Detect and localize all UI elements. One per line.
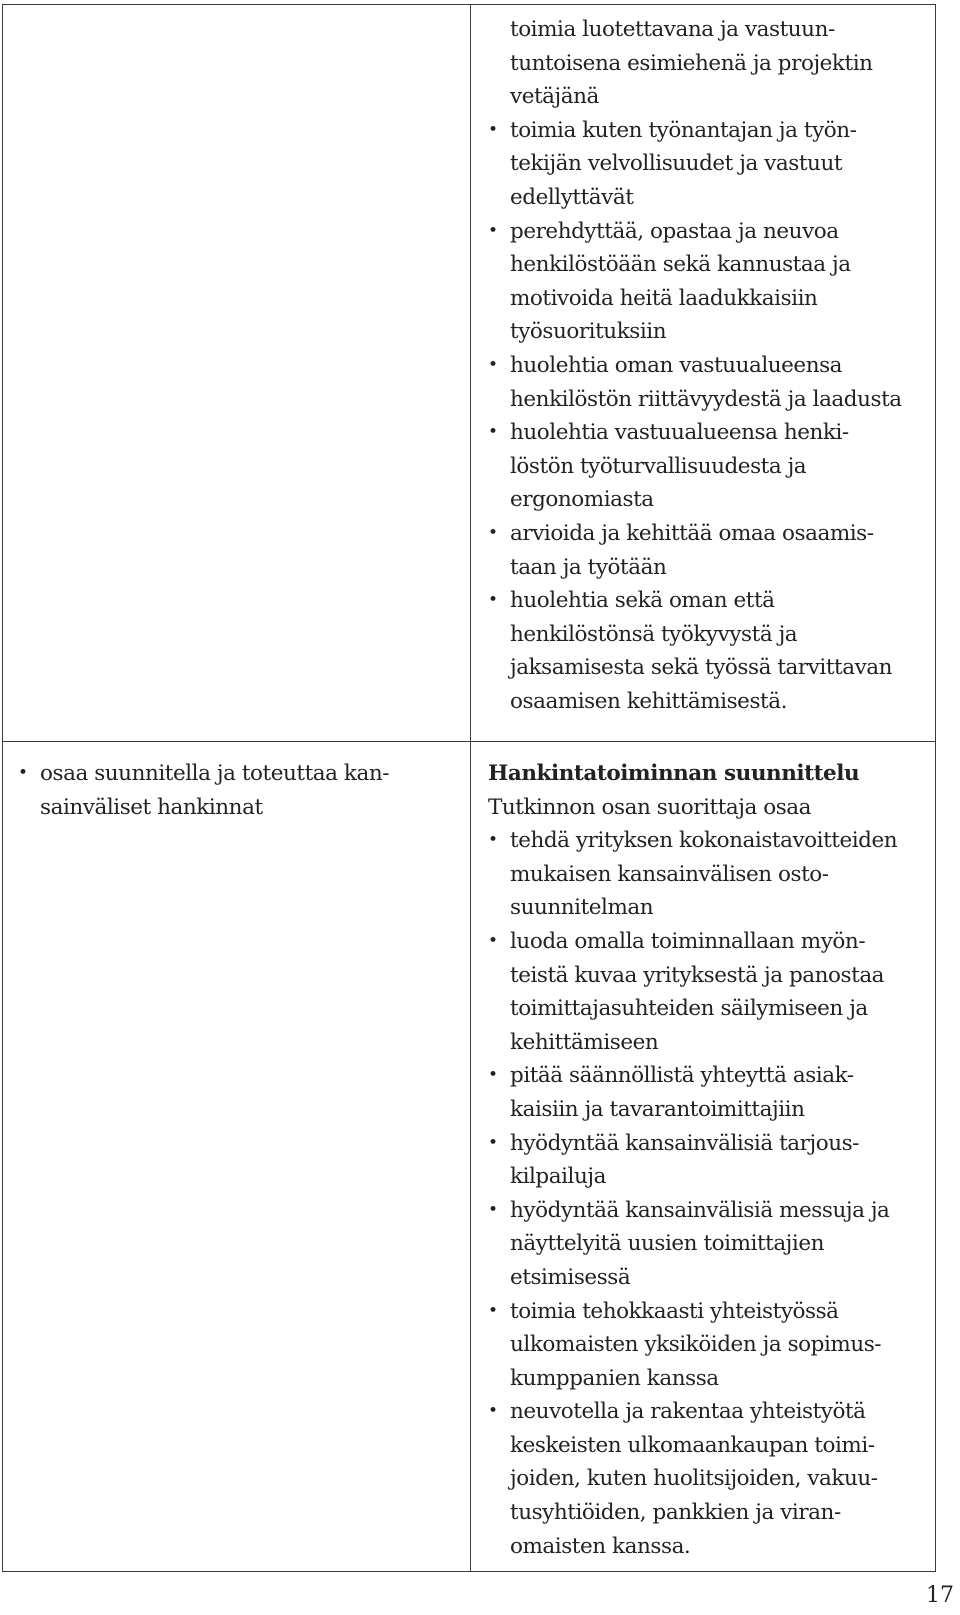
list-continuation-line: [488, 992, 897, 1026]
list-continuation-line: [488, 651, 902, 685]
list-continuation-line: [488, 551, 902, 585]
section-heading: Hankintatoiminnan suunnittelu: [488, 761, 860, 786]
line-text: motivoida heitä laadukkaisiin: [510, 285, 818, 311]
list-continuation-line: [488, 248, 902, 282]
list-item-line: [488, 114, 902, 148]
section-intro: Tutkinnon osan suorittaja osaa: [488, 794, 812, 820]
list-continuation-line: [488, 1530, 897, 1564]
bullet-icon: •: [488, 830, 498, 851]
list-continuation-line: [488, 147, 902, 181]
list-item-line: [488, 1395, 897, 1429]
list-item-line: [488, 1059, 897, 1093]
list-continuation-line: [488, 959, 897, 993]
line-text: huolehtia oman vastuualueensa: [510, 352, 843, 378]
line-text: henkilöstöään sekä kannustaa ja: [510, 252, 851, 278]
bottom-right-cell: [488, 757, 897, 1563]
list-item-line: [488, 215, 902, 249]
list-continuation-line: [488, 1093, 897, 1127]
list-item-line: [488, 1194, 897, 1228]
line-text: arvioida ja kehittää omaa osaamis-: [510, 520, 874, 546]
line-text: tehdä yrityksen kokonaistavoitteiden: [510, 828, 898, 854]
list-continuation-line: [488, 1496, 897, 1530]
line-text: henkilöstönsä työkyvystä ja: [510, 621, 798, 647]
line-text: ulkomaisten yksiköiden ja sopimus-: [510, 1332, 882, 1358]
list-continuation-line: [488, 1160, 897, 1194]
line-text: osaa suunnitella ja toteuttaa kan-: [40, 761, 390, 786]
page-number: 17: [926, 1583, 954, 1608]
list-continuation-line: [488, 1362, 897, 1396]
line-text: luoda omalla toiminnallaan myön-: [510, 928, 866, 954]
line-text: toimia kuten työnantajan ja työn-: [510, 117, 857, 143]
line-text: pitää säännöllistä yhteyttä asiak-: [510, 1063, 854, 1089]
line-text: huolehtia sekä oman että: [510, 588, 775, 614]
bullet-icon: •: [488, 1401, 498, 1422]
line-text: kumppanien kanssa: [510, 1365, 719, 1391]
list-continuation-line: [18, 791, 389, 825]
list-continuation-line: [488, 383, 902, 417]
line-text: osaamisen kehittämisestä.: [510, 688, 787, 714]
bullet-icon: •: [488, 220, 498, 241]
list-item-line: [488, 517, 902, 551]
line-text: työsuorituksiin: [510, 319, 667, 345]
line-text: mukaisen kansainvälisen osto-: [510, 861, 829, 887]
bullet-icon: •: [488, 1300, 498, 1321]
bullet-icon: •: [18, 763, 28, 783]
line-text: teistä kuvaa yrityksestä ja panostaa: [510, 962, 885, 988]
bullet-icon: •: [488, 1065, 498, 1086]
line-text: henkilöstön riittävyydestä ja laadusta: [510, 386, 902, 412]
line-text: taan ja työtään: [510, 554, 667, 580]
line-text: jaksamisesta sekä työssä tarvittavan: [510, 655, 893, 681]
bullet-icon: •: [488, 422, 498, 443]
line-text: joiden, kuten huolitsijoiden, vakuu-: [510, 1466, 878, 1492]
bullet-icon: •: [488, 930, 498, 951]
list-continuation-line: [488, 1462, 897, 1496]
list-continuation-line: [488, 80, 902, 114]
bullet-icon: •: [488, 119, 498, 140]
bullet-icon: •: [488, 522, 498, 543]
list-item-line: [488, 584, 902, 618]
line-text: sainväliset hankinnat: [40, 794, 263, 820]
list-item-line: [488, 824, 897, 858]
line-text: kaisiin ja tavarantoimittajiin: [510, 1096, 805, 1122]
line-text: tusyhtiöiden, pankkien ja viran-: [510, 1500, 841, 1526]
line-text: löstön työturvallisuudesta ja: [510, 453, 807, 479]
list-item-line: [488, 349, 902, 383]
table-row-divider: [3, 741, 935, 742]
line-text: edellyttävät: [510, 184, 634, 210]
list-continuation-line: [488, 13, 902, 47]
list-continuation-line: [488, 685, 902, 719]
line-text: perehdyttää, opastaa ja neuvoa: [510, 218, 839, 244]
list-continuation-line: [488, 1227, 897, 1261]
list-item-line: [488, 1295, 897, 1329]
list-continuation-line: [488, 483, 902, 517]
line-text: näyttelyitä uusien toimittajien: [510, 1231, 824, 1257]
line-text: huolehtia vastuualueensa henki-: [510, 420, 849, 446]
list-item-line: [488, 416, 902, 450]
bottom-left-cell: [18, 757, 389, 824]
list-continuation-line: [488, 1026, 897, 1060]
line-text: hyödyntää kansainvälisiä tarjous-: [510, 1130, 859, 1156]
table-column-divider: [470, 5, 471, 1571]
line-text: ergonomiasta: [510, 487, 654, 513]
list-continuation-line: [488, 47, 902, 81]
line-text: vetäjänä: [510, 84, 599, 110]
line-text: suunnitelman: [510, 895, 654, 921]
bullet-icon: •: [488, 1199, 498, 1220]
list-continuation-line: [488, 315, 902, 349]
list-item-line: [488, 1127, 897, 1161]
list-item-line: [488, 925, 897, 959]
line-text: toimia luotettavana ja vastuun-: [510, 17, 835, 42]
line-text: etsimisessä: [510, 1264, 631, 1290]
list-continuation-line: [488, 181, 902, 215]
line-text: toimittajasuhteiden säilymiseen ja: [510, 996, 868, 1022]
list-continuation-line: [488, 282, 902, 316]
line-text: hyödyntää kansainvälisiä messuja ja: [510, 1197, 890, 1223]
list-continuation-line: [488, 1328, 897, 1362]
list-continuation-line: [488, 1261, 897, 1295]
bullet-icon: •: [488, 1132, 498, 1153]
bullet-icon: •: [488, 354, 498, 375]
list-continuation-line: [488, 891, 897, 925]
bullet-icon: •: [488, 590, 498, 611]
line-text: toimia tehokkaasti yhteistyössä: [510, 1298, 839, 1324]
list-continuation-line: [488, 858, 897, 892]
list-continuation-line: [488, 450, 902, 484]
line-text: kehittämiseen: [510, 1029, 659, 1055]
line-text: tuntoisena esimiehenä ja projektin: [510, 50, 873, 76]
line-text: kilpailuja: [510, 1164, 606, 1190]
list-continuation-line: [488, 618, 902, 652]
list-continuation-line: [488, 1429, 897, 1463]
line-text: keskeisten ulkomaankaupan toimi-: [510, 1432, 875, 1458]
list-item-line: [18, 757, 389, 791]
line-text: neuvotella ja rakentaa yhteistyötä: [510, 1399, 866, 1425]
top-right-cell: [488, 13, 902, 718]
line-text: omaisten kanssa.: [510, 1533, 691, 1559]
line-text: tekijän velvollisuudet ja vastuut: [510, 151, 843, 177]
